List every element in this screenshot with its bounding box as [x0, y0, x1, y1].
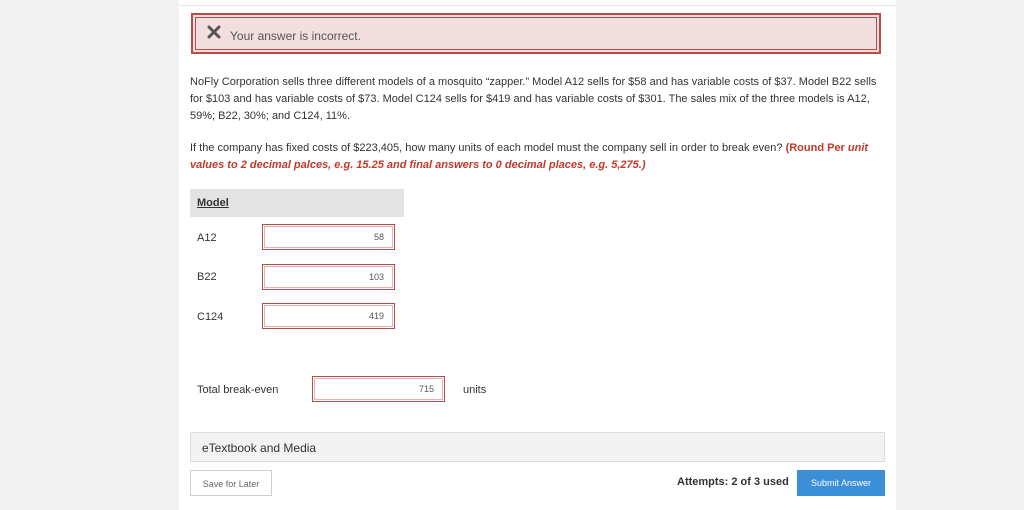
divider: [179, 5, 896, 6]
etextbook-media-section[interactable]: [190, 432, 885, 462]
answer-input-a12[interactable]: 58: [262, 224, 395, 250]
submit-answer-button[interactable]: Submit Answer: [797, 470, 885, 496]
question-text: NoFly Corporation sells three different models of a mosquito “zapper.” Model A12 sells for $58 and has variable costs of $37. Model B22 sells for $103 and has variable costs of $73. Model C124 sells for $419 and has variable costs of $301. The sales mix of the three models is A12, 59%; B22, 30%; and C124, 11%.: [190, 76, 877, 122]
row-label-c124: C124: [197, 311, 224, 323]
model-column-header: [190, 189, 404, 217]
model-header-label: Model: [197, 197, 229, 209]
answer-input-c124[interactable]: 419: [262, 303, 395, 329]
total-break-even-label: Total break-even: [197, 384, 279, 396]
alert-message: Your answer is incorrect.: [230, 29, 361, 43]
rounding-hint: unit values to 2 decimal palces, e.g. 15.25 and final answers to 0 decimal places, e.g. 5,275.): [190, 142, 869, 171]
etextbook-media-label: eTextbook and Media: [202, 441, 317, 455]
units-label: units: [463, 384, 487, 396]
x-mark-icon: [207, 25, 221, 39]
rounding-hint-start: (Round Per: [785, 142, 845, 154]
row-label-b22: B22: [197, 271, 217, 283]
prompt-text: If the company has fixed costs of $223,405, how many units of each model must the company sell in order to break even?: [190, 142, 783, 154]
question-panel: [179, 0, 896, 510]
attempts-counter: Attempts: 2 of 3 used: [677, 476, 789, 488]
save-for-later-button[interactable]: Save for Later: [190, 470, 272, 496]
answer-input-b22[interactable]: 103: [262, 264, 395, 290]
incorrect-alert: [191, 13, 881, 54]
question-prompt: [190, 140, 880, 174]
total-break-even-input[interactable]: 715: [312, 376, 445, 402]
row-label-a12: A12: [197, 232, 217, 244]
